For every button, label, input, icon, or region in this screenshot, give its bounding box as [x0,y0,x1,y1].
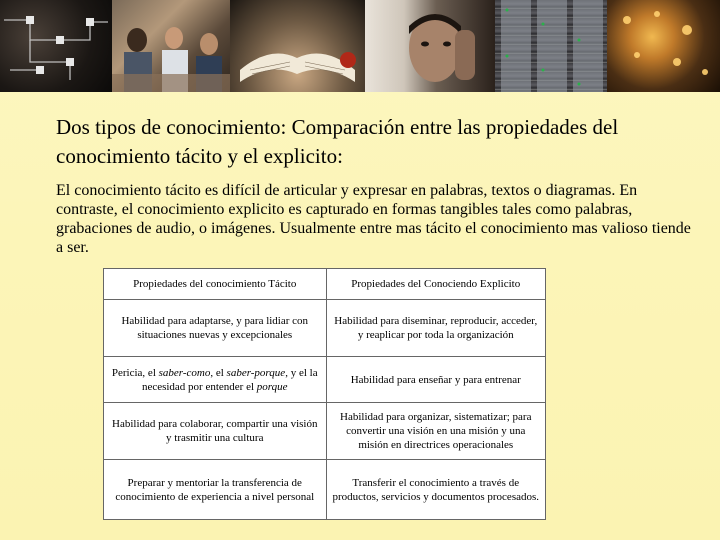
cell-emphasis: saber-como [158,366,211,379]
cell-explicit: Transferir el conocimiento a través de productos, servicios y documentos procesados. [326,460,546,520]
cell-tacit: Preparar y mentoriar la transferencia de conocimiento de experiencia a nivel personal [104,460,327,520]
banner-photo-network-diagram [0,0,112,92]
banner-photo-lights [607,0,720,92]
cell-emphasis: porque [256,380,288,393]
cell-tacit: Habilidad para colaborar, compartir una visión y trasmitir una cultura [104,403,327,460]
header-photo-banner [0,0,720,92]
cell-text: , y el la necesidad por entender el [141,366,318,393]
header-explicit: Propiedades del Conociendo Explicito [326,269,546,300]
cell-explicit: Habilidad para organizar, sistematizar; para convertir una visión en una misión y una misión en directrices operacionales [326,403,546,460]
banner-photo-server-racks [495,0,607,92]
header-tacit: Propiedades del conocimiento Tácito [104,269,327,300]
table-row [104,403,546,460]
table-row [104,460,546,520]
table-header-row [104,269,546,300]
banner-photo-open-book [230,0,365,92]
banner-photo-meeting [112,0,230,92]
cell-explicit: Habilidad para enseñar y para entrenar [326,357,546,403]
cell-explicit: Habilidad para diseminar, reproducir, acceder, y reaplicar por toda la organización [326,300,546,357]
comparison-table [103,268,546,520]
table-row [104,357,546,403]
cell-text: Pericia, el [111,366,159,379]
cell-text: , el [210,366,227,379]
intro-paragraph: El conocimiento tácito es difícil de articular y expresar en palabras, textos o diagramas. En contraste, el conocimiento explicito es capturado en formas tangibles tales como palabras, grabaciones de audio, o imágenes. Usualmente entre mas tácito el conocimiento mas valioso tiende a ser. [56,182,691,256]
slide-title: Dos tipos de conocimiento: Comparación entre las propiedades del conocimiento tácito y el explicito: [56,115,619,168]
table-row [104,300,546,357]
cell-emphasis: saber-porque [226,366,286,379]
cell-tacit [104,357,327,403]
banner-photo-man-thinking [365,0,495,92]
cell-tacit: Habilidad para adaptarse, y para lidiar con situaciones nuevas y excepcionales [104,300,327,357]
